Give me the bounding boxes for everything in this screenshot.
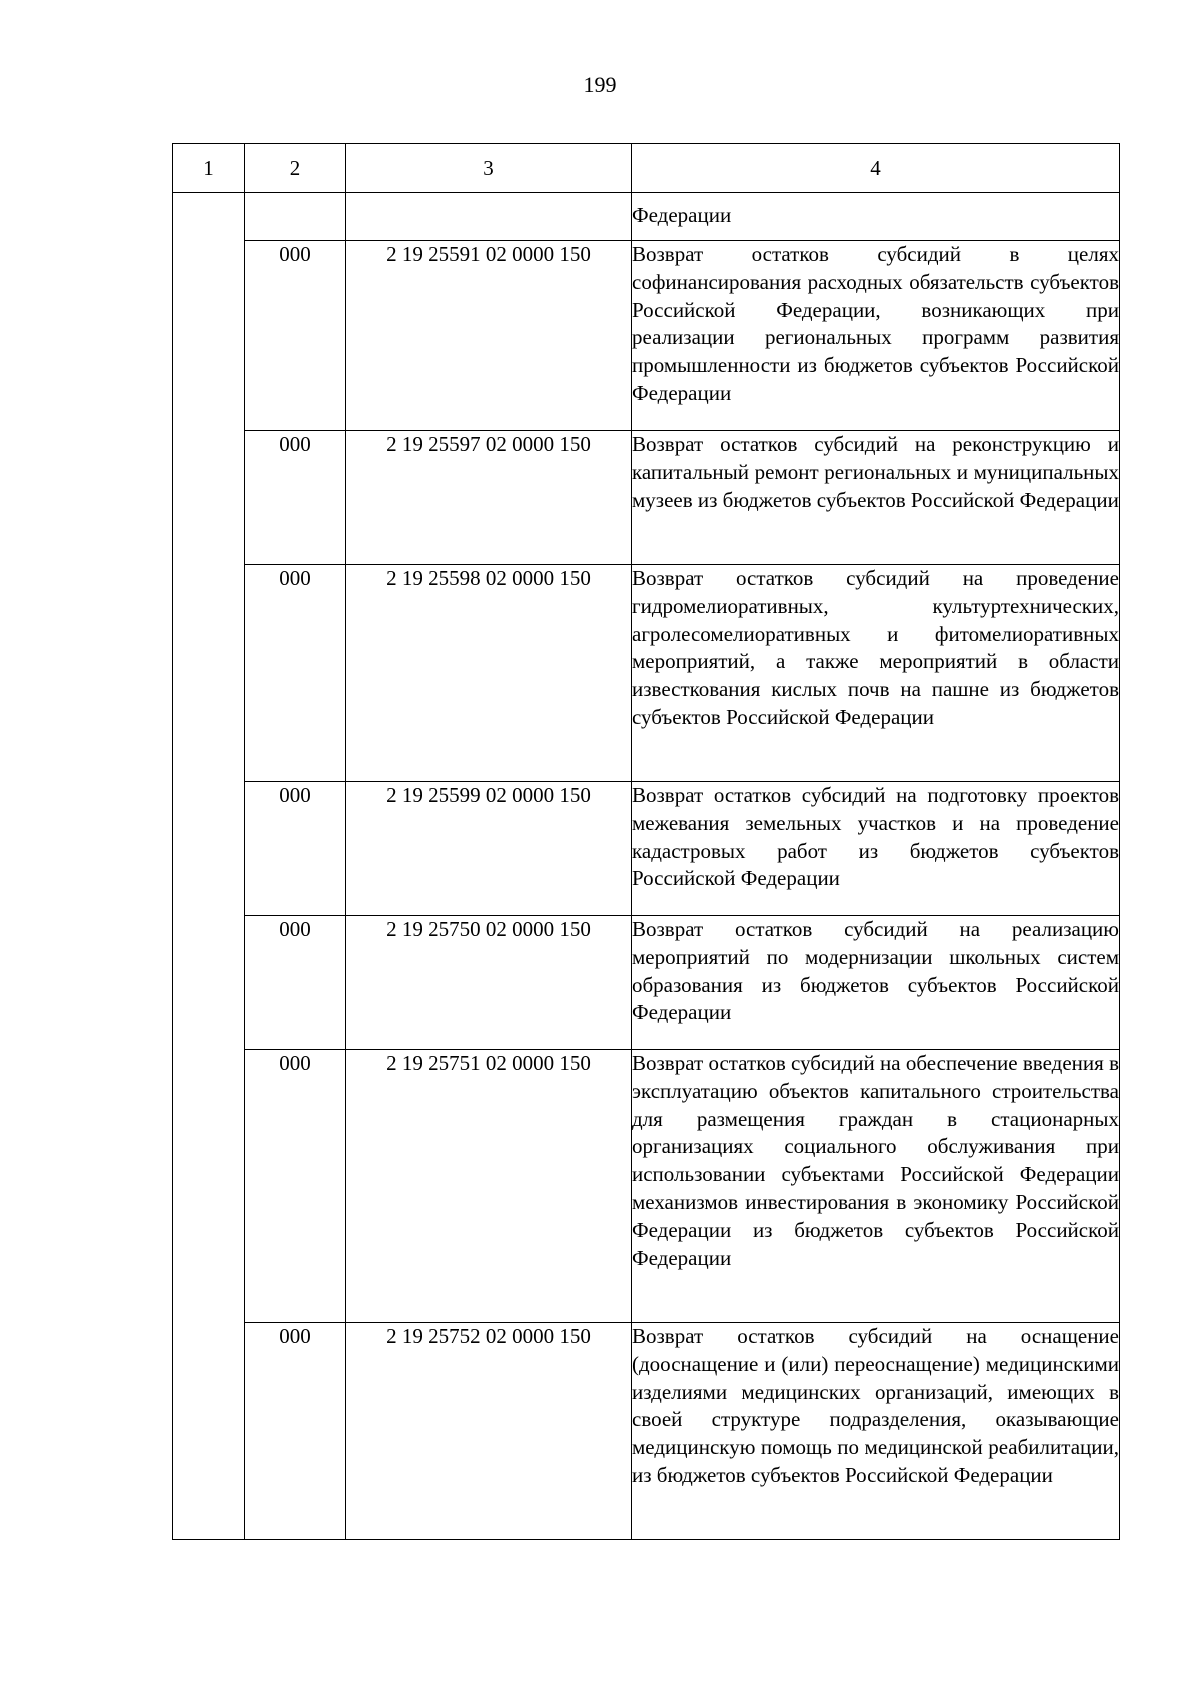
kbk-code-cell: 2 19 25752 02 0000 150: [346, 1323, 632, 1540]
description-cell: Возврат остатков субсидий на реализацию мероприятий по модернизации школьных систем образования из бюджетов субъектов Российской Федерации: [632, 916, 1120, 1050]
table-row: [173, 241, 1120, 431]
table-row: [173, 916, 1120, 1050]
column-header-3: 3: [346, 144, 632, 193]
description-cell: Возврат остатков субсидий на оснащение (дооснащение и (или) переоснащение) медицинскими изделиями медицинских организаций, имеющих в своей структуре подразделения, оказывающие медицинскую помощь по медицинской реабилитации, из бюджетов субъектов Российской Федерации: [632, 1323, 1120, 1540]
admin-code-cell: 000: [245, 431, 346, 565]
description-cell: Возврат остатков субсидий на реконструкцию и капитальный ремонт региональных и муниципальных музеев из бюджетов субъектов Российской Федерации: [632, 431, 1120, 565]
description-cell: Возврат остатков субсидий в целях софинансирования расходных обязательств субъектов Российской Федерации, возникающих при реализации региональных программ развития промышленности из бюджетов субъектов Российской Федерации: [632, 241, 1120, 431]
page-number: 199: [583, 72, 617, 97]
table-row: [173, 1323, 1120, 1540]
admin-code-cell: 000: [245, 1323, 346, 1540]
kbk-code-cell: 2 19 25599 02 0000 150: [346, 782, 632, 916]
admin-code-cell: 000: [245, 1050, 346, 1323]
description-cell: Возврат остатков субсидий на проведение гидромелиоративных, культуртехнических, агролесомелиоративных и фитомелиоративных мероприятий, а также мероприятий в области известкования кислых почв на пашне из бюджетов субъектов Российской Федерации: [632, 565, 1120, 782]
kbk-code-cell: 2 19 25598 02 0000 150: [346, 565, 632, 782]
table-row: [173, 782, 1120, 916]
admin-code-cell: 000: [245, 241, 346, 431]
table-row: [173, 565, 1120, 782]
column-header-2: 2: [245, 144, 346, 193]
admin-code-cell: 000: [245, 565, 346, 782]
description-cell: Возврат остатков субсидий на подготовку проектов межевания земельных участков и на проведение кадастровых работ из бюджетов субъектов Российской Федерации: [632, 782, 1120, 916]
table-row: [173, 431, 1120, 565]
column-header-4: 4: [632, 144, 1120, 193]
admin-code-cell: [245, 193, 346, 241]
description-cell: Возврат остатков субсидий на обеспечение введения в эксплуатацию объектов капитального строительства для размещения граждан в стационарных организациях социального обслуживания при использовании субъектами Российской Федерации механизмов инвестирования в экономику Российской Федерации из бюджетов субъектов Российской Федерации: [632, 1050, 1120, 1323]
admin-code-cell: 000: [245, 916, 346, 1050]
budget-codes-table: [172, 143, 1120, 1540]
section-cell: [173, 193, 245, 1540]
kbk-code-cell: [346, 193, 632, 241]
table-header-row: [173, 144, 1120, 193]
description-cell: Федерации: [632, 193, 1120, 241]
table-row: [173, 193, 1120, 241]
kbk-code-cell: 2 19 25750 02 0000 150: [346, 916, 632, 1050]
admin-code-cell: 000: [245, 782, 346, 916]
table-row: [173, 1050, 1120, 1323]
column-header-1: 1: [173, 144, 245, 193]
kbk-code-cell: 2 19 25751 02 0000 150: [346, 1050, 632, 1323]
kbk-code-cell: 2 19 25597 02 0000 150: [346, 431, 632, 565]
kbk-code-cell: 2 19 25591 02 0000 150: [346, 241, 632, 431]
